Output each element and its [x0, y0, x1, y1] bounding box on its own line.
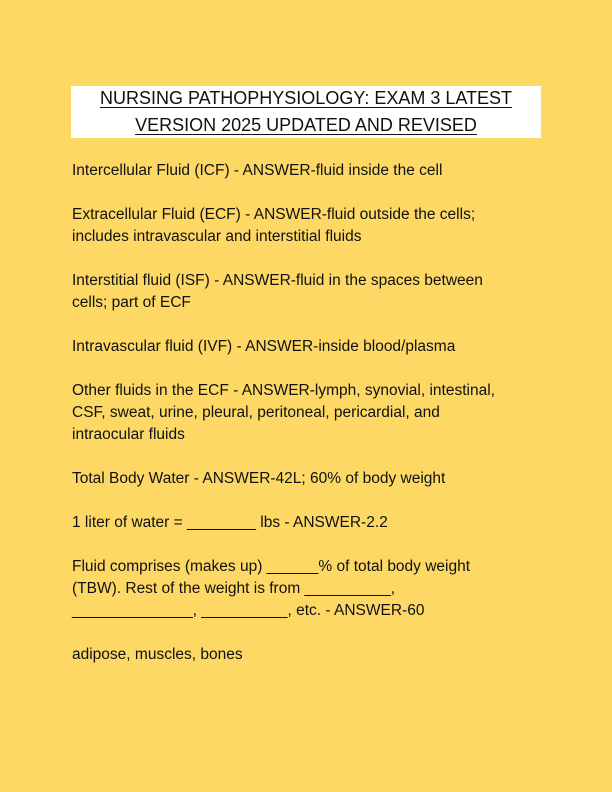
paragraph-ecf: [72, 204, 532, 248]
text-line: includes intravascular and interstitial fluids: [72, 228, 362, 245]
text-line: Total Body Water - ANSWER-42L; 60% of body weight: [72, 470, 446, 487]
title-line-1: NURSING PATHOPHYSIOLOGY: EXAM 3 LATEST: [99, 88, 513, 108]
paragraph-liter-of-water: [72, 512, 532, 534]
paragraph-fluid-comprises: [72, 556, 532, 622]
document-body: [72, 160, 532, 688]
text-line: 1 liter of water = ________ lbs - ANSWER-2.2: [72, 514, 388, 531]
paragraph-isf: [72, 270, 532, 314]
text-line: CSF, sweat, urine, pleural, peritoneal, pericardial, and: [72, 404, 440, 421]
paragraph-total-body-water: [72, 468, 532, 490]
text-line: Extracellular Fluid (ECF) - ANSWER-fluid outside the cells;: [72, 206, 476, 223]
text-line: Interstitial fluid (ISF) - ANSWER-fluid in the spaces between: [72, 272, 483, 289]
paragraph-other-fluids: [72, 380, 532, 446]
paragraph-icf: [72, 160, 532, 182]
title-line-2: VERSION 2025 UPDATED AND REVISED: [135, 115, 477, 135]
text-line: intraocular fluids: [72, 426, 185, 443]
paragraph-adipose: [72, 644, 532, 666]
text-line: Intravascular fluid (IVF) - ANSWER-inside blood/plasma: [72, 338, 456, 355]
text-line: adipose, muscles, bones: [72, 646, 243, 663]
text-line: (TBW). Rest of the weight is from __________,: [72, 580, 396, 597]
paragraph-ivf: [72, 336, 532, 358]
text-line: ______________, __________, etc. - ANSWER-60: [72, 602, 425, 619]
text-line: Fluid comprises (makes up) ______% of total body weight: [72, 558, 471, 575]
title-box: [71, 86, 541, 138]
text-line: cells; part of ECF: [72, 294, 191, 311]
text-line: Other fluids in the ECF - ANSWER-lymph, synovial, intestinal,: [72, 382, 495, 399]
text-line: Intercellular Fluid (ICF) - ANSWER-fluid inside the cell: [72, 162, 443, 179]
